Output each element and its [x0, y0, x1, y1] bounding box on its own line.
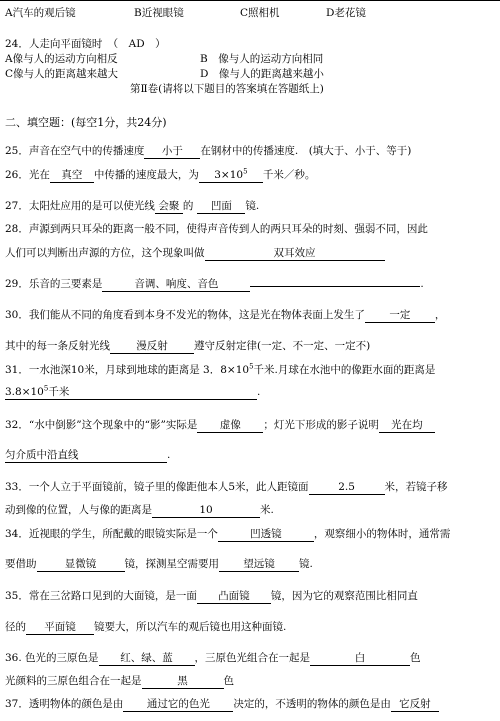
q27-text-mid: 的	[182, 200, 194, 212]
q23-options	[5, 6, 76, 20]
q35-answer-1: 凸面镜	[197, 590, 271, 604]
q36-answer-1: 红、绿、蓝	[99, 652, 195, 666]
q32-text-mid: ；灯光下形成的影子说明	[263, 419, 379, 431]
q23-option-b: B近视眼镜	[134, 7, 184, 19]
q34-text-2: 要借助	[5, 558, 37, 570]
q27-text-end: 镜.	[245, 200, 260, 212]
q26-text-mid: 中传播的速度最大，为	[93, 169, 199, 181]
part-2-heading: 二、填空题：(每空1分，共24分)	[5, 116, 167, 129]
q25-text-end: 在钢材中的传播速度. (填大于、小于、等于)	[200, 145, 412, 157]
q25	[5, 144, 411, 159]
q33-text: 33．一个人立于平面镜前，镜子里的像距他本人5米，此人距镜面	[5, 481, 309, 493]
q36-answer-2: 白	[310, 652, 410, 666]
q34-answer-1: 凹透镜	[218, 528, 314, 542]
q23-option-c: C照相机	[240, 7, 280, 19]
q24-stem: 24．人走向平面镜时 （ AD ）	[5, 38, 166, 50]
q35-text-2: 径的	[5, 621, 26, 633]
q26	[5, 168, 315, 183]
q27-answer-1: 会聚	[155, 200, 183, 214]
q36-text-end: 色	[410, 652, 421, 664]
q26-answer-1: 真空	[50, 169, 94, 183]
q34-answer-2: 显微镜	[37, 558, 125, 572]
q36-text-2-end: 色	[223, 675, 234, 687]
q37-answer-2: 它反射	[391, 698, 439, 712]
q30-text-2: 其中的每一条反射光线	[5, 340, 110, 352]
q23-option-d: D老花镜	[326, 7, 366, 19]
q36-line-2	[5, 674, 234, 689]
q27-answer-2: 凹面	[197, 200, 245, 214]
q30-answer-2: 漫反射	[110, 340, 194, 354]
q31-answer	[5, 386, 257, 400]
q30-text-end: ，	[434, 309, 446, 321]
q32-answer-1: 虚像	[197, 419, 263, 433]
q32-answer-2-part-2: 匀介质中沿直线	[5, 449, 167, 463]
q36-text: 36. 色光的三原色是	[5, 652, 99, 664]
q29-answer-blank-tail	[250, 286, 420, 287]
q31-answer-unit: 千米	[48, 386, 70, 398]
q29-text: 29．乐音的三要素是	[5, 278, 103, 290]
q30-line-1	[5, 308, 445, 323]
q33-text-2: 动到像的位置，人与像的距离是	[5, 504, 152, 516]
q35-text: 35．常在三岔路口见到的大面镜，是一面	[5, 590, 197, 602]
q23-option-a: A汽车的观后镜	[5, 7, 76, 19]
q31-text-final: .	[257, 386, 261, 398]
q28-text: 人们可以判断出声源的方位，这个现象叫做	[5, 247, 205, 259]
q33-text-end: 米，若镜子移	[384, 481, 448, 493]
q24-option-c: C像与人的距离越来越大	[5, 68, 119, 80]
q31-answer-number: 3.8×10	[5, 386, 44, 398]
q26-text-end: 千米／秒。	[262, 169, 316, 181]
q35-line-2	[5, 620, 286, 635]
q32-answer-2-part-1: 光在均	[379, 419, 435, 433]
q36-text-2: 光颜料的三原色组合在一起是	[5, 675, 142, 687]
q32-text-end: .	[167, 449, 171, 461]
section-2-title: 第Ⅱ卷(请将以下题目的答案填在答题纸上)	[130, 83, 324, 95]
q33-line-2	[5, 503, 274, 518]
q28-line-2	[5, 246, 385, 261]
q31-text-end: 千米.月球在水池中的像距水面的距离是	[253, 364, 436, 376]
q34-answer-3: 望远镜	[219, 558, 299, 572]
q28-line-1: 28．声源到两只耳朵的距离一般不同，使得声音传到人的两只耳朵的时刻、强弱不同，因此	[5, 223, 428, 235]
q28-answer: 双耳效应	[205, 247, 385, 261]
q37-answer-1: 通过它的色光	[123, 698, 233, 712]
q29-text-end: .	[420, 278, 424, 290]
q27	[5, 199, 259, 214]
q32-text: 32．“水中倒影”这个现象中的“影”实际是	[5, 419, 198, 431]
q34-text-2-end: 镜.	[299, 558, 313, 570]
q31-text: 31．一水池深10米，月球到地球的距离是 3．8×10	[5, 364, 250, 376]
q34-line-1	[5, 527, 450, 542]
q32-line-2	[5, 448, 170, 463]
q37	[5, 697, 439, 712]
q35-answer-2: 平面镜	[26, 621, 94, 635]
q34-text-2-mid: 镜，探测星空需要用	[124, 558, 219, 570]
q31-line-2	[5, 385, 260, 400]
q24-option-a: A像与人的运动方向相反	[5, 53, 118, 65]
q31-exponent: 5	[249, 362, 254, 371]
q30-answer-1: 一定	[365, 309, 435, 323]
top-rule	[0, 0, 500, 1]
q36-text-mid: ，三原色光组合在一起是	[194, 652, 311, 664]
q37-text-mid: 决定的，不透明的物体的颜色是由	[233, 698, 391, 710]
q35-text-2-end: 镜要大，所以汽车的观后镜也用这种面镜.	[94, 621, 287, 633]
q25-answer: 小于	[144, 145, 200, 159]
q30-line-2	[5, 339, 370, 354]
q34-text-end: ，观察细小的物体时，通常需	[313, 528, 451, 540]
q34-line-2	[5, 557, 313, 572]
q26-answer-2-number: 3×10	[214, 169, 244, 181]
q24-option-d: D 像与人的距离越来越小	[200, 68, 324, 80]
q33-answer-2: 10	[152, 504, 260, 518]
q24-option-b: B 像与人的运动方向相同	[200, 53, 324, 65]
q34-text: 34．近视眼的学生，所配戴的眼镜实际是一个	[5, 528, 218, 540]
q30-text-2-end: 遵守反射定律(一定、不一定、一定不)	[194, 340, 371, 352]
q36-line-1	[5, 651, 421, 666]
q29-answer: 音调、响度、音色	[102, 278, 250, 292]
q33-text-2-end: 米.	[260, 504, 274, 516]
q31-line-1	[5, 363, 435, 377]
q33-answer-1: 2.5	[309, 481, 385, 495]
q33-line-1	[5, 480, 448, 495]
q26-answer-2	[199, 169, 263, 183]
q25-text: 25．声音在空气中的传播速度	[5, 145, 145, 157]
q37-text: 37．透明物体的颜色是由	[5, 698, 124, 710]
q27-text: 27．太阳灶应用的是可以使光线	[5, 200, 155, 212]
q32-line-1	[5, 418, 435, 433]
q31-answer-exponent: 5	[43, 384, 49, 393]
q29	[5, 277, 424, 292]
q35-text-end: 镜，因为它的观察范围比相同直	[270, 590, 418, 602]
q26-answer-2-exponent: 5	[243, 167, 248, 176]
q26-text: 26．光在	[5, 169, 50, 181]
q30-text: 30．我们能从不同的角度看到本身不发光的物体，这是光在物体表面上发生了	[5, 309, 365, 321]
q36-answer-3: 黑	[142, 675, 224, 689]
q35-line-1	[5, 589, 418, 604]
